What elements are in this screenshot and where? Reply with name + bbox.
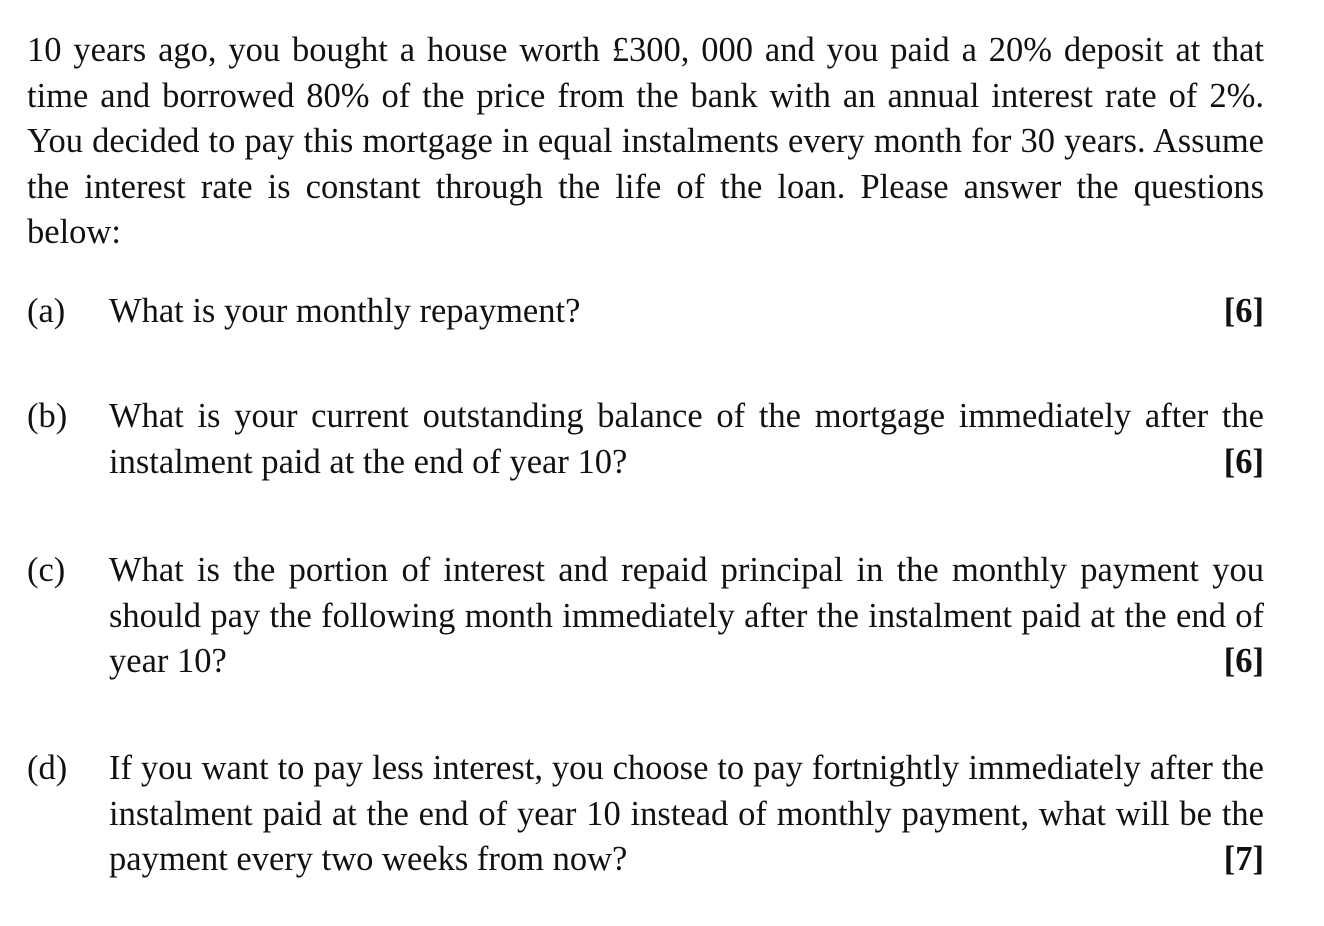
problem-statement: 10 years ago, you bought a house worth £300, 000 and you paid a 20% deposit at that time and borrowed 80% of the price from the bank with an annual interest rate of 2%. You decided to pay this mortgage in equal instalments every month for 30 years. Assume the interest rate is constant through the life of the loan. Please answer the questions below: [27,31,1264,252]
question-d-marks: [7] [1223,840,1264,879]
question-b-label: (b) [27,397,68,435]
question-b [27,394,1264,485]
question-b-body [109,394,1264,485]
question-b-marks: [6] [1223,442,1264,481]
question-c-text: What is the portion of interest and repaid principal in the monthly payment you should pay the following month immediately after the instalment paid at the end of year 10? [109,551,1264,681]
question-c-label: (c) [27,551,66,589]
question-a-marks: [6] [1223,292,1264,330]
question-c-marks: [6] [1223,642,1264,681]
question-c [27,548,1264,685]
question-b-text: What is your current outstanding balance of the mortgage immediately after the instalment paid at the end of year 10? [109,397,1264,481]
question-d-body [109,746,1264,883]
question-a-label: (a) [27,292,66,330]
question-a [27,289,1264,335]
question-c-body [109,548,1264,685]
question-d-label: (d) [27,749,68,787]
question-a-text: What is your monthly repayment? [109,292,581,330]
question-d-text: If you want to pay less interest, you choose to pay fortnightly immediately after the instalment paid at the end of year 10 instead of monthly payment, what will be the payment every two weeks from now? [109,749,1264,879]
question-a-body [109,289,1264,335]
question-d [27,746,1264,883]
